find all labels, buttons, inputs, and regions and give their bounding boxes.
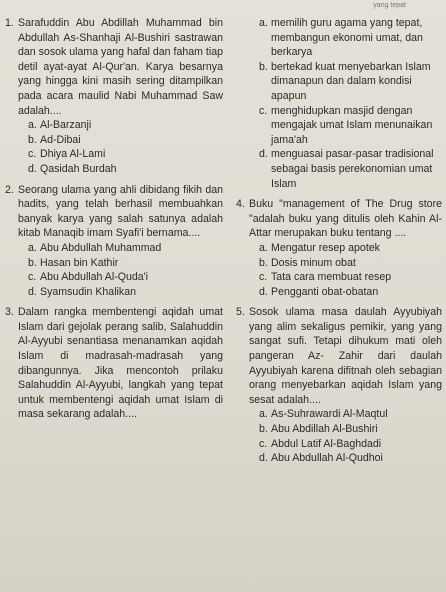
question-number: 5.: [236, 306, 245, 319]
question-5: [236, 305, 442, 407]
option[interactable]: b. bertekad kuat menyebarkan Islam dimanapun dan dalam kondisi apapun: [259, 60, 431, 102]
option[interactable]: a. Mengatur resep apotek: [259, 241, 380, 254]
question-4: [236, 197, 442, 241]
question-2: [5, 183, 223, 241]
question-3-options: [236, 16, 442, 191]
header-fragment: yang tepat: [373, 2, 406, 9]
question-1-options: [5, 118, 223, 176]
question-number: 4.: [236, 198, 245, 211]
question-3: [5, 305, 223, 422]
question-text: Sarafuddin Abu Abdillah Muhammad bin Abdullah As-Shanhaji Al-Bushiri sastrawan dan sosok ulama yang hafal dan faham tiap detil ayat-ayat Al-Qur'an. Karya besarnya yang hingga kini masih sering ditampilkan pada acara maulid Nabi Muhammad Saw adalah....: [18, 17, 223, 117]
option[interactable]: a. Abu Abdullah Muhammad: [28, 241, 162, 254]
question-5-options: [236, 407, 442, 465]
option[interactable]: b. Abu Abdillah Al-Bushiri: [259, 423, 378, 436]
option[interactable]: c. menghidupkan masjid dengan mengajak umat Islam menunaikan jama'ah: [259, 104, 433, 146]
question-text: Dalam rangka membentengi aqidah umat Islam dari gejolak perang salib, Salahuddin Al-Ayyubi senantiasa menanamkan aqidah Islam di madrasah-madrasah yang dibangunnya. Jika mencontoh prilaku Salahuddin Al-Ayyubi, langkah yang tepat untuk membentengi aqidah umat Islam di masa sekarang adalah....: [18, 306, 223, 421]
question-4-options: [236, 241, 442, 299]
question-text: Seorang ulama yang ahli dibidang fikih dan hadits, yang telah berhasil membuahkan banyak karya yang salah satunya adalah kitab Manaqib imam Syafi'i bernama....: [18, 183, 223, 240]
question-text: Buku "management of The Drug store "adalah buku yang ditulis oleh Kahin Al-Attar merupakan buku tentang ....: [249, 198, 442, 240]
option[interactable]: c. Abdul Latif Al-Baghdadi: [259, 437, 382, 450]
option[interactable]: b. Dosis minum obat: [259, 256, 356, 269]
question-1: [5, 16, 223, 118]
question-2-options: [5, 241, 223, 299]
option[interactable]: b. Hasan bin Kathir: [28, 256, 119, 269]
question-number: 2.: [5, 183, 14, 196]
option[interactable]: a. As-Suhrawardi Al-Maqtul: [259, 408, 388, 421]
question-number: 1.: [5, 17, 14, 29]
option[interactable]: d. Syamsudin Khalikan: [28, 285, 136, 298]
option[interactable]: d. menguasai pasar-pasar tradisional sebagai basis perekonomian umat Islam: [259, 148, 434, 190]
option[interactable]: c. Tata cara membuat resep: [259, 271, 392, 284]
option[interactable]: d. Abu Abdullah Al-Qudhoi: [259, 452, 383, 465]
option[interactable]: c. Abu Abdullah Al-Quda'i: [28, 271, 149, 284]
left-column: [5, 16, 223, 422]
option[interactable]: c. Dhiya Al-Lami: [28, 148, 106, 161]
right-column: [236, 16, 442, 472]
option[interactable]: d. Pengganti obat-obatan: [259, 285, 379, 298]
question-text: Sosok ulama masa daulah Ayyubiyah yang alim sekaligus pemikir, yang yang sangat sufi. Tetapi dihukum mati oleh pangeran Az- Zahir dari daulah Ayyubiyah karena difitnah oleh sebagian orang menyebarkan aqidah Islam yang sesat adalah....: [249, 306, 442, 406]
option[interactable]: d. Qasidah Burdah: [28, 162, 117, 175]
option[interactable]: a. Al-Barzanji: [28, 119, 92, 132]
question-number: 3.: [5, 306, 14, 319]
option[interactable]: a. memilih guru agama yang tepat, membangun ekonomi umat, dan berkarya: [259, 17, 423, 59]
option[interactable]: b. Ad-Dibai: [28, 133, 81, 146]
